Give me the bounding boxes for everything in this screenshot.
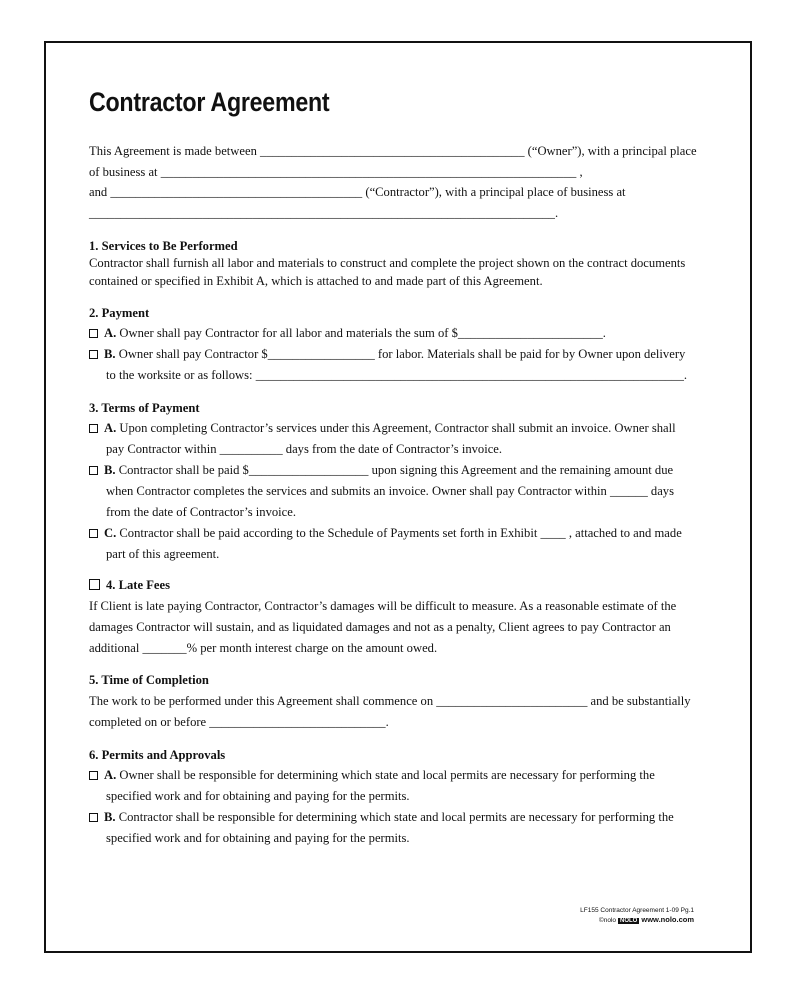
option-text: when Contractor completes the services and submits an invoice. Owner shall pay Contractor within ______ days: [106, 484, 674, 498]
section-4-heading-row: [89, 578, 170, 592]
intro-text: and: [89, 185, 108, 199]
option-text: Contractor shall be paid $___________________ upon signing this Agreement and the remaining amount due: [118, 463, 674, 477]
contractor-name-field[interactable]: ________________________________________: [110, 185, 363, 199]
website-url: www.nolo.com: [641, 915, 694, 924]
section-6-heading: 6. Permits and Approvals: [89, 748, 226, 762]
option-text: to the worksite or as follows: ____________________________________________________________________.: [106, 368, 688, 382]
option-text: Upon completing Contractor’s services under this Agreement, Contractor shall submit an invoice. Owner shall: [119, 421, 676, 435]
option-text: Owner shall pay Contractor $_________________ for labor. Materials shall be paid for by Owner upon delivery: [118, 347, 686, 361]
checkbox-terms-c[interactable]: [89, 529, 98, 538]
section-4-text: additional _______% per month interest charge on the amount owed.: [89, 641, 438, 655]
option-text: Owner shall be responsible for determining which state and local permits are necessary for performing the: [119, 768, 655, 782]
option-letter: A.: [104, 326, 117, 340]
option-text: pay Contractor within __________ days from the date of Contractor’s invoice.: [106, 442, 503, 456]
option-text: Contractor shall be paid according to the Schedule of Payments set forth in Exhibit ____ , attached to and made: [119, 526, 682, 540]
checkbox-payment-b[interactable]: [89, 350, 98, 359]
intro-line-1: [89, 144, 697, 158]
section-1-text: contained or specified in Exhibit A, which is attached to and made part of this Agreement.: [89, 274, 543, 288]
payment-option-b: [89, 347, 685, 361]
section-4-heading: 4. Late Fees: [106, 578, 170, 592]
option-text: from the date of Contractor’s invoice.: [106, 505, 297, 519]
permits-option-a: [89, 768, 655, 782]
option-text: Contractor shall be responsible for determining which state and local permits are necessary for performing the: [118, 810, 674, 824]
option-letter: B.: [104, 463, 116, 477]
checkbox-late-fees[interactable]: [89, 579, 100, 590]
intro-text: of business at: [89, 165, 158, 179]
form-id: LF155 Contractor Agreement 1-09 Pg.1: [580, 907, 694, 914]
intro-text: (“Owner”), with a principal place: [527, 144, 697, 158]
contractor-address-field[interactable]: __________________________________________________________________________.: [89, 206, 559, 220]
section-4-text: damages Contractor will sustain, and as liquidated damages and not as a penalty, Client agrees to pay Contractor an: [89, 620, 671, 634]
copyright: ©nolo: [598, 917, 617, 924]
nolo-logo: NOLO: [620, 918, 638, 924]
permits-option-b: [89, 810, 674, 824]
option-letter: B.: [104, 347, 116, 361]
option-letter: C.: [104, 526, 117, 540]
checkbox-terms-a[interactable]: [89, 424, 98, 433]
intro-line-3: [89, 185, 626, 199]
terms-option-a: [89, 421, 676, 435]
section-4-text: If Client is late paying Contractor, Contractor’s damages will be difficult to measure. As a reasonable estimate of the: [89, 599, 677, 613]
document-title: Contractor Agreement: [89, 87, 330, 117]
owner-address-field[interactable]: __________________________________________________________________ ,: [160, 165, 583, 179]
section-5-text: completed on or before ____________________________.: [89, 715, 389, 729]
checkbox-permits-b[interactable]: [89, 813, 98, 822]
terms-option-c: [89, 526, 682, 540]
section-1-heading: 1. Services to Be Performed: [89, 239, 238, 253]
checkbox-terms-b[interactable]: [89, 466, 98, 475]
checkbox-permits-a[interactable]: [89, 771, 98, 780]
intro-line-2: [89, 165, 583, 179]
section-5-text: The work to be performed under this Agreement shall commence on ________________________ and be substantially: [89, 694, 691, 708]
option-text: specified work and for obtaining and paying for the permits.: [106, 831, 410, 845]
document-page: [44, 41, 752, 953]
section-2-heading: 2. Payment: [89, 306, 150, 320]
option-letter: A.: [104, 421, 117, 435]
option-text: specified work and for obtaining and paying for the permits.: [106, 789, 410, 803]
intro-text: (“Contractor”), with a principal place of business at: [365, 185, 626, 199]
option-letter: B.: [104, 810, 116, 824]
option-text: Owner shall pay Contractor for all labor and materials the sum of $_______________________.: [119, 326, 606, 340]
payment-option-a: [89, 326, 606, 340]
owner-name-field[interactable]: __________________________________________: [260, 144, 525, 158]
intro-text: This Agreement is made between: [89, 144, 257, 158]
checkbox-payment-a[interactable]: [89, 329, 98, 338]
option-text: part of this agreement.: [106, 547, 220, 561]
option-letter: A.: [104, 768, 117, 782]
section-5-heading: 5. Time of Completion: [89, 673, 209, 687]
section-1-text: Contractor shall furnish all labor and materials to construct and complete the project shown on the contract documents: [89, 256, 686, 270]
section-3-heading: 3. Terms of Payment: [89, 401, 200, 415]
publisher-footer: [599, 915, 694, 924]
terms-option-b: [89, 463, 673, 477]
